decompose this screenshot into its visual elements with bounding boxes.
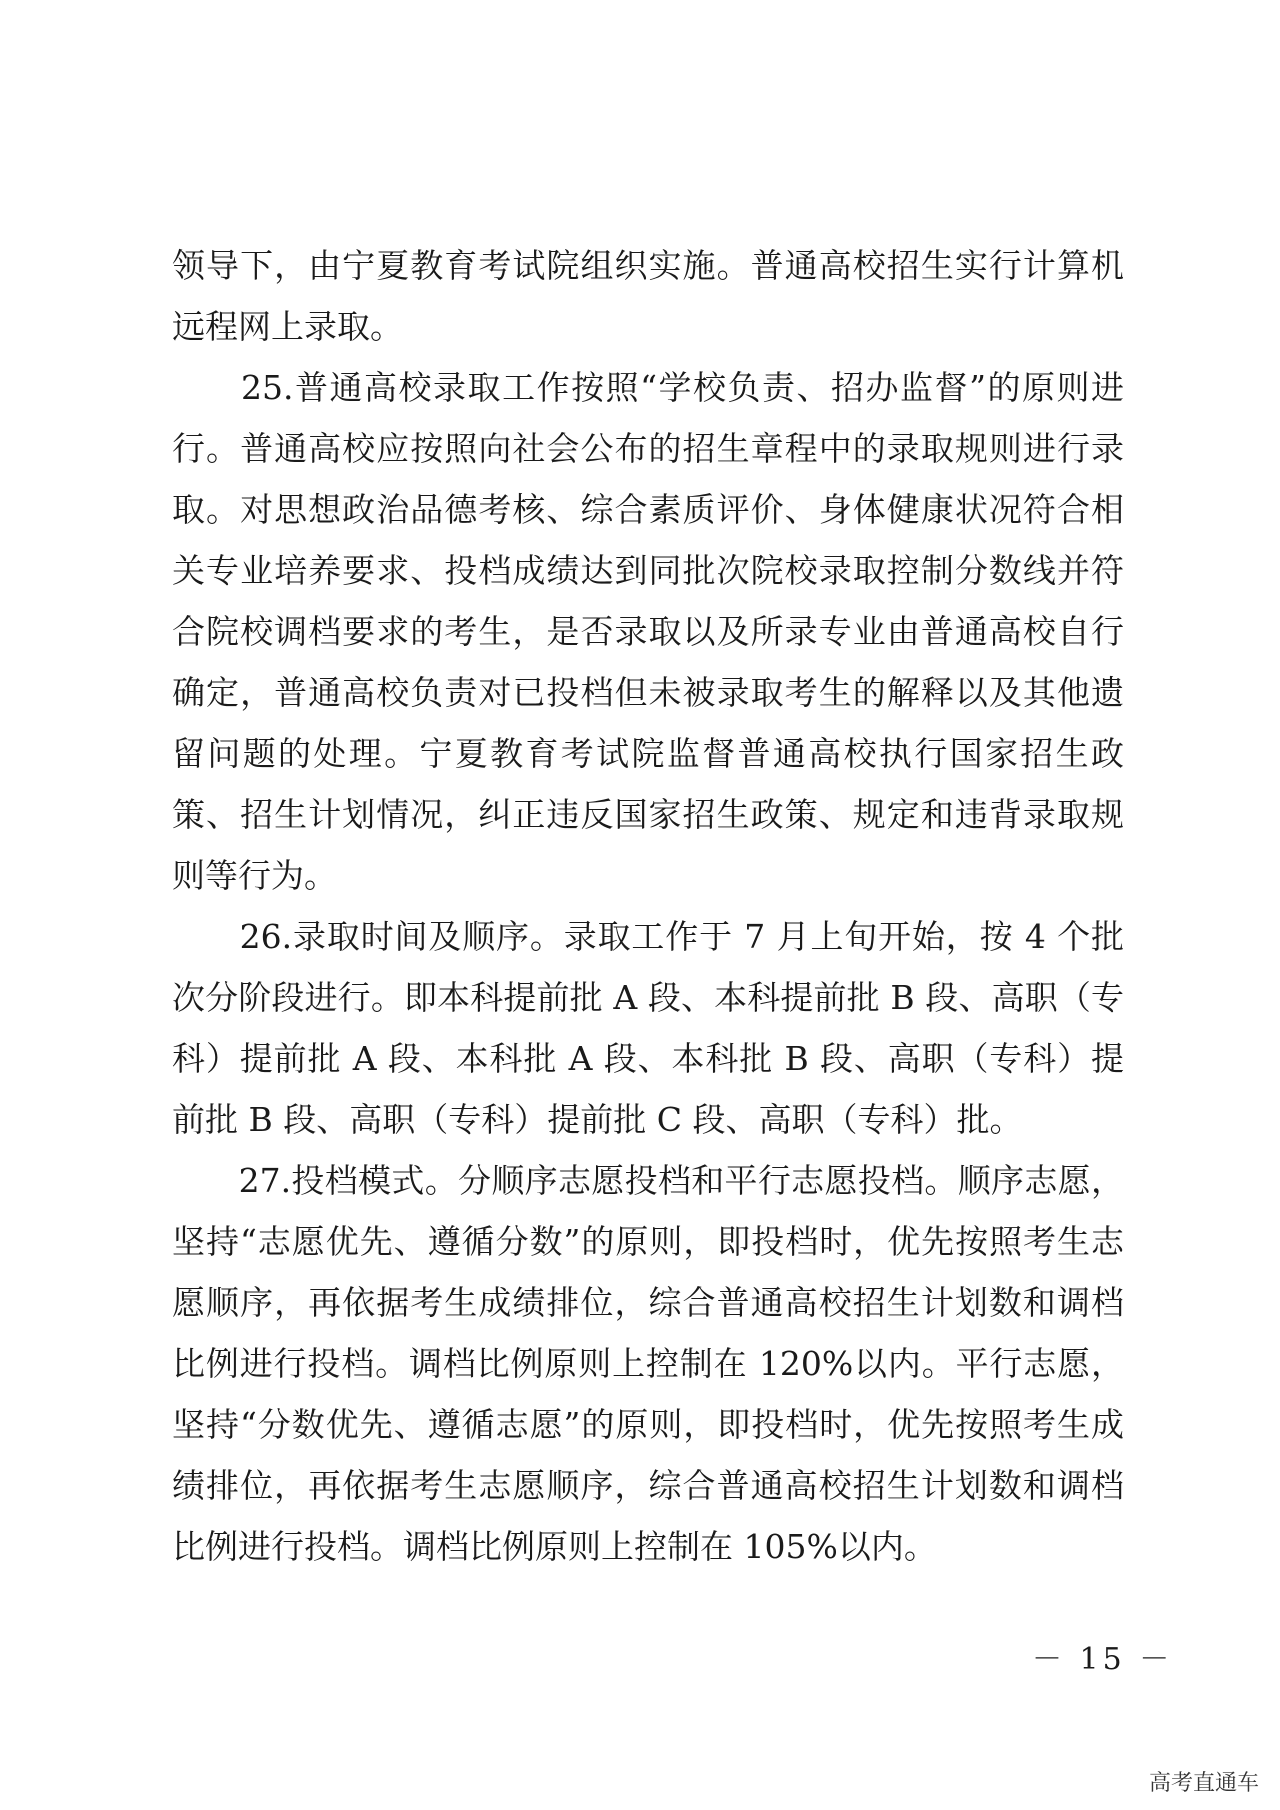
text-line: 留问题的处理。宁夏教育考试院监督普通高校执行国家招生政: [172, 734, 1124, 773]
text-line: 27.投档模式。分顺序志愿投档和平行志愿投档。顺序志愿，: [172, 1161, 1124, 1200]
text-line: 坚持“分数优先、遵循志愿”的原则，即投档时，优先按照考生成: [172, 1405, 1124, 1444]
text-line: 愿顺序，再依据考生成绩排位，综合普通高校招生计划数和调档: [172, 1283, 1124, 1322]
text-line: 科）提前批 A 段、本科批 A 段、本科批 B 段、高职（专科）提: [172, 1039, 1124, 1078]
watermark-logo: 高考直通车: [1148, 1771, 1259, 1796]
paragraph: [172, 357, 1124, 906]
text-line: 关专业培养要求、投档成绩达到同批次院校录取控制分数线并符: [172, 551, 1124, 590]
document-body: [172, 235, 1124, 1577]
text-line: 绩排位，再依据考生志愿顺序，综合普通高校招生计划数和调档: [172, 1466, 1124, 1505]
text-line: 取。对思想政治品德考核、综合素质评价、身体健康状况符合相: [172, 490, 1124, 529]
text-line: 则等行为。: [172, 856, 337, 895]
text-line: 前批 B 段、高职（专科）提前批 C 段、高职（专科）批。: [172, 1100, 1023, 1139]
text-line: 26.录取时间及顺序。录取工作于 7 月上旬开始，按 4 个批: [172, 917, 1124, 956]
text-line: 比例进行投档。调档比例原则上控制在 105%以内。: [172, 1527, 937, 1566]
paragraph: [172, 235, 1124, 357]
text-line: 策、招生计划情况，纠正违反国家招生政策、规定和违背录取规: [172, 795, 1124, 834]
paragraph: [172, 1150, 1124, 1577]
text-line: 坚持“志愿优先、遵循分数”的原则，即投档时，优先按照考生志: [172, 1222, 1124, 1261]
text-line: 合院校调档要求的考生，是否录取以及所录专业由普通高校自行: [172, 612, 1124, 651]
text-line: 领导下，由宁夏教育考试院组织实施。普通高校招生实行计算机: [172, 246, 1124, 285]
paragraph: [172, 906, 1124, 1150]
text-line: 远程网上录取。: [172, 307, 403, 346]
text-line: 确定，普通高校负责对已投档但未被录取考生的解释以及其他遗: [172, 673, 1124, 712]
text-line: 次分阶段进行。即本科提前批 A 段、本科提前批 B 段、高职（专: [172, 978, 1124, 1017]
page-number: － 15 －: [1032, 1642, 1174, 1677]
text-line: 比例进行投档。调档比例原则上控制在 120%以内。平行志愿，: [172, 1344, 1124, 1383]
text-line: 25.普通高校录取工作按照“学校负责、招办监督”的原则进: [172, 368, 1124, 407]
text-line: 行。普通高校应按照向社会公布的招生章程中的录取规则进行录: [172, 429, 1124, 468]
